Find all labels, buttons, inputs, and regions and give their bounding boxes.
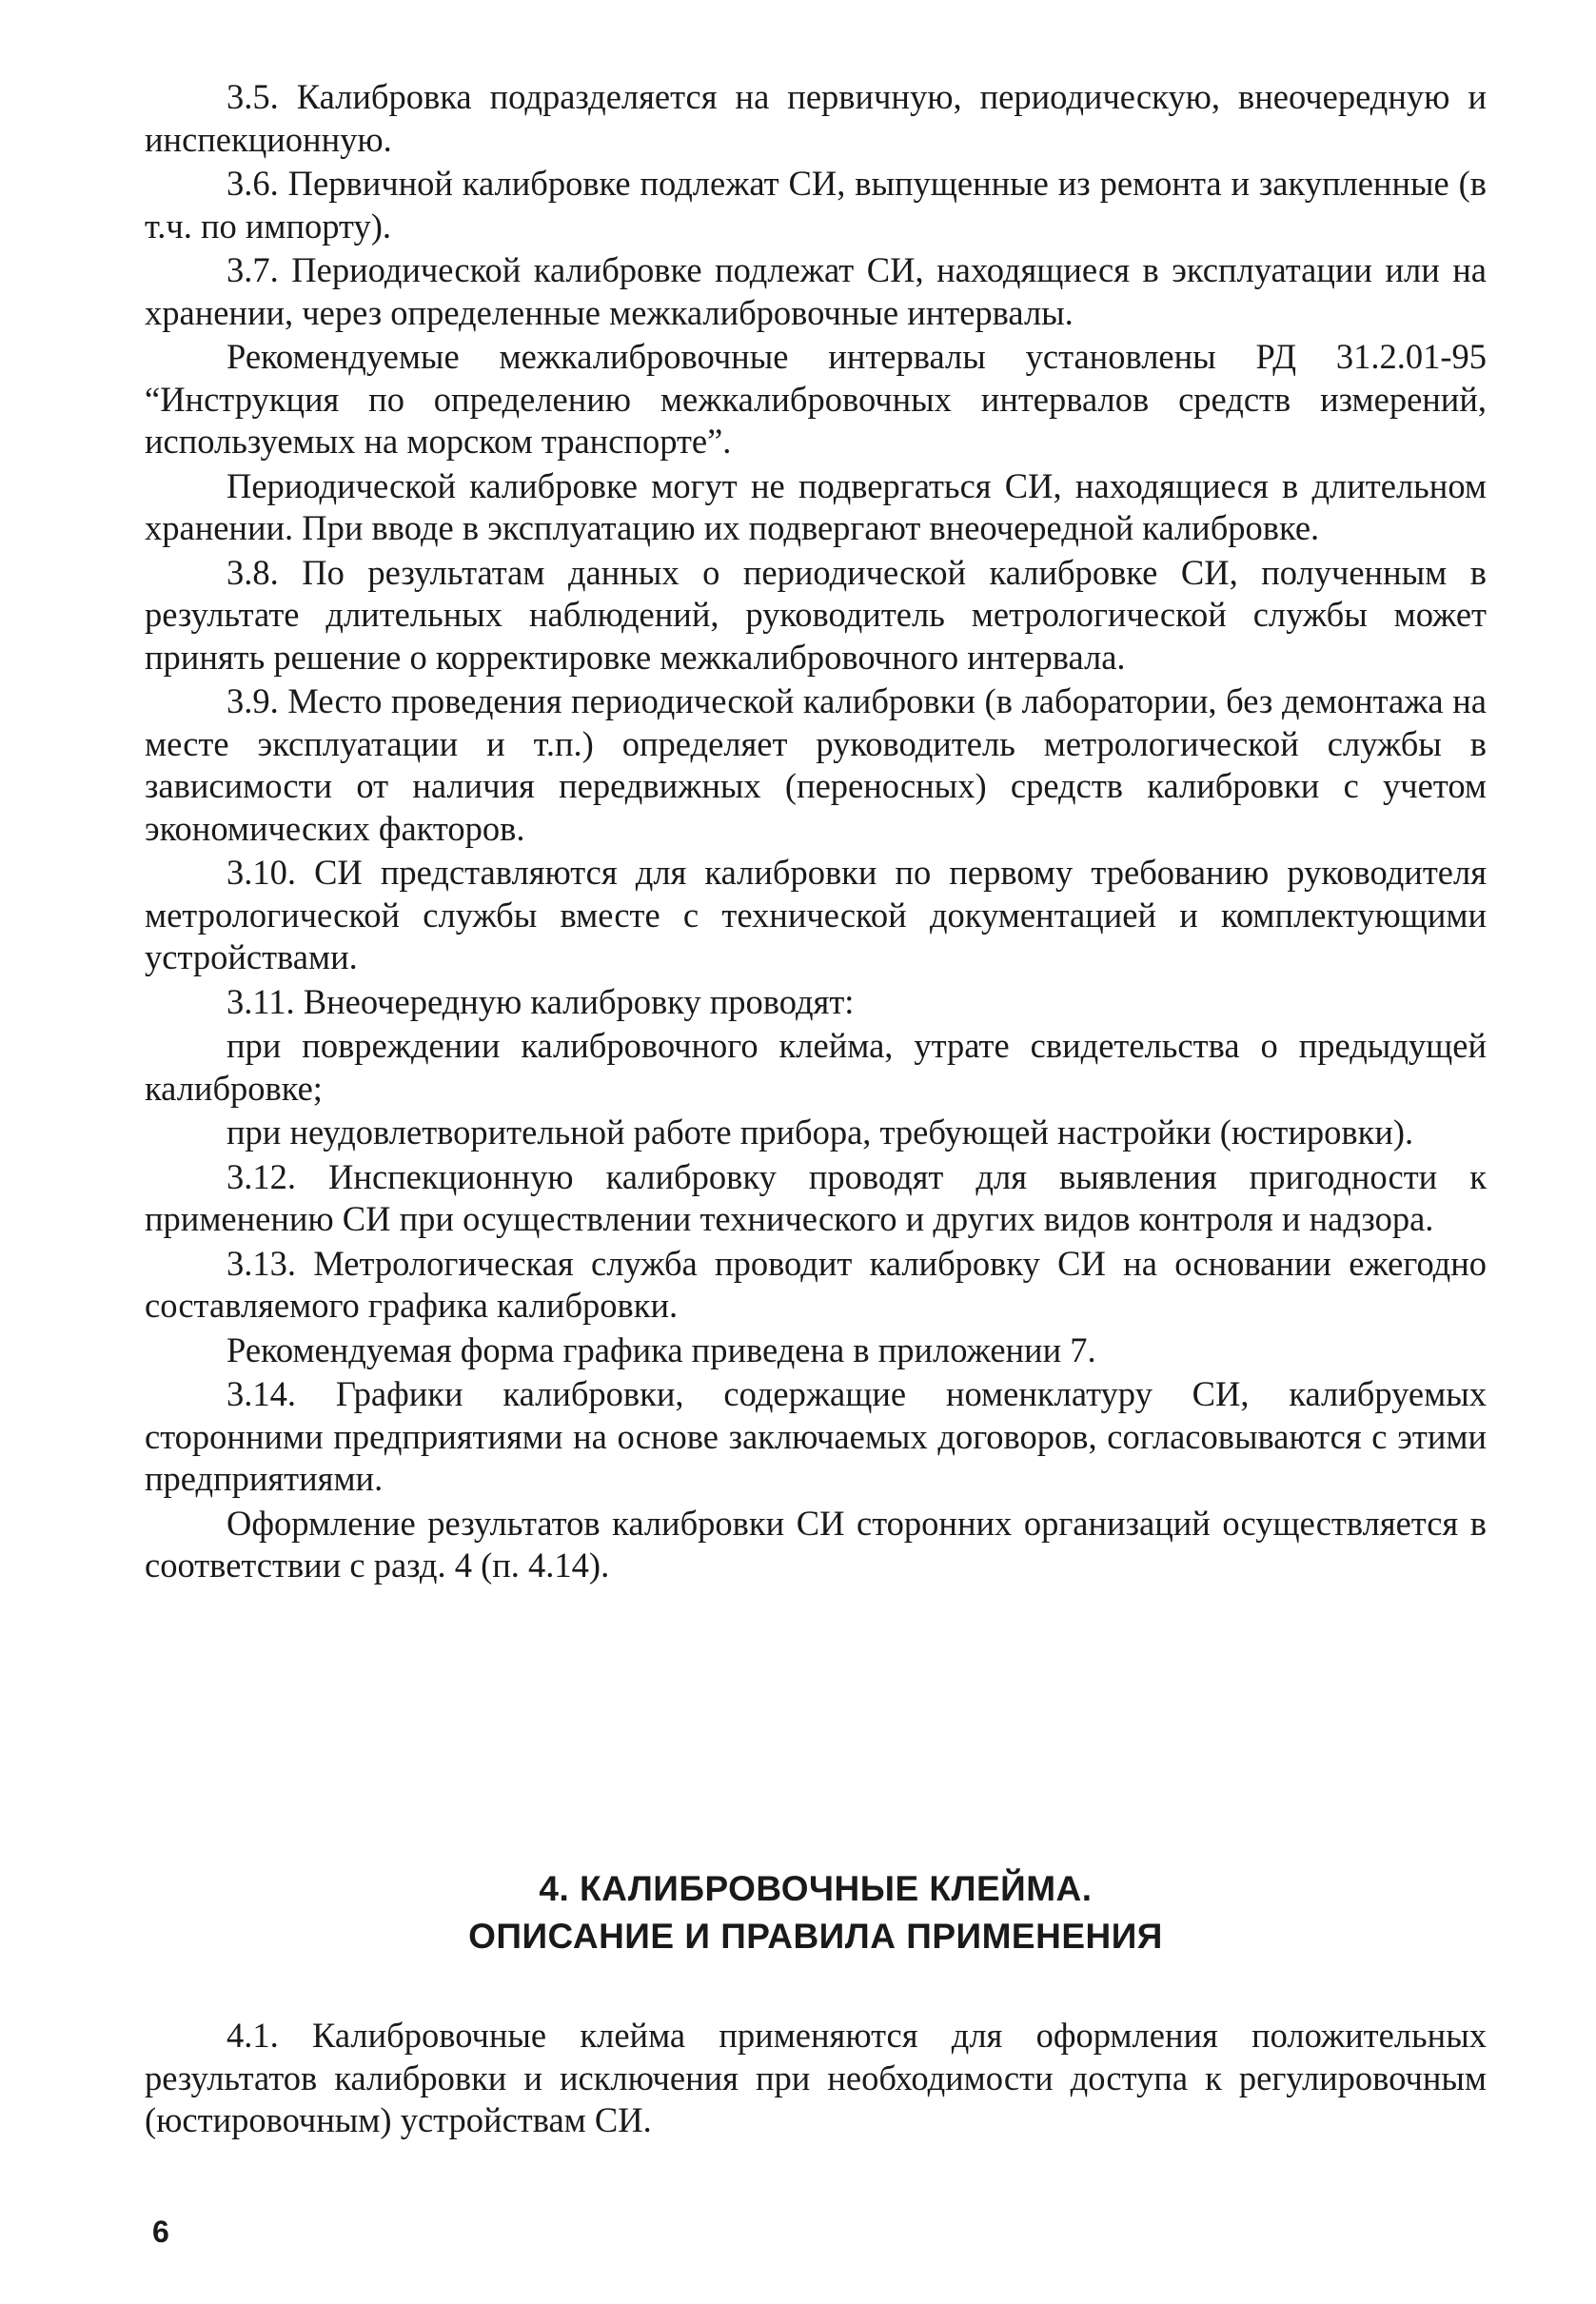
paragraph-3-9: 3.9. Место проведения периодической калибровки (в лаборатории, без демонтажа на месте эксплуатации и т.п.) определяет руководитель метрологической службы в зависимости от наличия передвижных (переносных) средств калибровки с учетом экономических факторов. <box>145 681 1487 848</box>
paragraph-3-11-item-1: при повреждении калибровочного клейма, утрате свидетельства о предыдущей калибровке; <box>145 1026 1487 1108</box>
paragraph-3-8: 3.8. По результатам данных о периодической калибровке СИ, полученным в результате длительных наблюдений, руководитель метрологической службы может принять решение о корректировке межкалибровочного интервала. <box>145 552 1487 677</box>
section-title-line-1: 4. КАЛИБРОВОЧНЫЕ КЛЕЙМА. <box>539 1869 1093 1908</box>
paragraph-external-results: Оформление результатов калибровки СИ сторонних организаций осуществляется в соответствии с разд. 4 (п. 4.14). <box>145 1503 1487 1585</box>
paragraph-3-7: 3.7. Периодической калибровке подлежат СИ, находящиеся в эксплуатации или на хранении, через определенные межкалибровочные интервалы. <box>145 250 1487 332</box>
paragraph-3-10: 3.10. СИ представляются для калибровки по первому требованию руководителя метрологической службы вместе с технической документацией и комплектующими устройствами. <box>145 853 1487 976</box>
paragraph-3-5: 3.5. Калибровка подразделяется на первичную, периодическую, внеочередную и инспекционную. <box>145 77 1487 159</box>
section-heading <box>145 1865 1487 1960</box>
paragraph-long-storage: Периодической калибровке могут не подвергаться СИ, находящиеся в длительном хранении. При вводе в эксплуатацию их подвергают внеочередной калибровке. <box>145 465 1487 547</box>
section-title-line-2: ОПИСАНИЕ И ПРАВИЛА ПРИМЕНЕНИЯ <box>468 1917 1163 1956</box>
paragraph-schedule-form: Рекомендуемая форма графика приведена в приложении 7. <box>227 1329 1096 1369</box>
paragraph-4-1: 4.1. Калибровочные клейма применяются для оформления положительных результатов калибровки и исключения при необходимости доступа к регулировочным (юстировочным) устройствам СИ. <box>145 2016 1487 2139</box>
paragraph-3-11: 3.11. Внеочередную калибровку проводят: <box>227 981 855 1021</box>
section-body <box>145 2015 1487 2142</box>
document-body <box>145 76 1487 1589</box>
paragraph-3-11-item-2: при неудовлетворительной работе прибора, требующей настройки (юстировки). <box>227 1113 1414 1152</box>
paragraph-recommended-intervals: Рекомендуемые межкалибровочные интервалы установлены РД 31.2.01-95 “Инструкция по определению межкалибровочных интервалов средств измерений, используемых на морском транспорте”. <box>145 337 1487 461</box>
paragraph-3-13: 3.13. Метрологическая служба проводит калибровку СИ на основании ежегодно составляемого графика калибровки. <box>145 1243 1487 1325</box>
page-number: 6 <box>152 2215 169 2249</box>
paragraph-3-6: 3.6. Первичной калибровке подлежат СИ, выпущенные из ремонта и закупленные (в т.ч. по импорту). <box>145 164 1487 246</box>
paragraph-3-12: 3.12. Инспекционную калибровку проводят для выявления пригодности к применению СИ при осуществлении технического и других видов контроля и надзора. <box>145 1156 1487 1238</box>
paragraph-3-14: 3.14. Графики калибровки, содержащие номенклатуру СИ, калибруемых сторонними предприятиями на основе заключаемых договоров, согласовываются с этими предприятиями. <box>145 1374 1487 1498</box>
